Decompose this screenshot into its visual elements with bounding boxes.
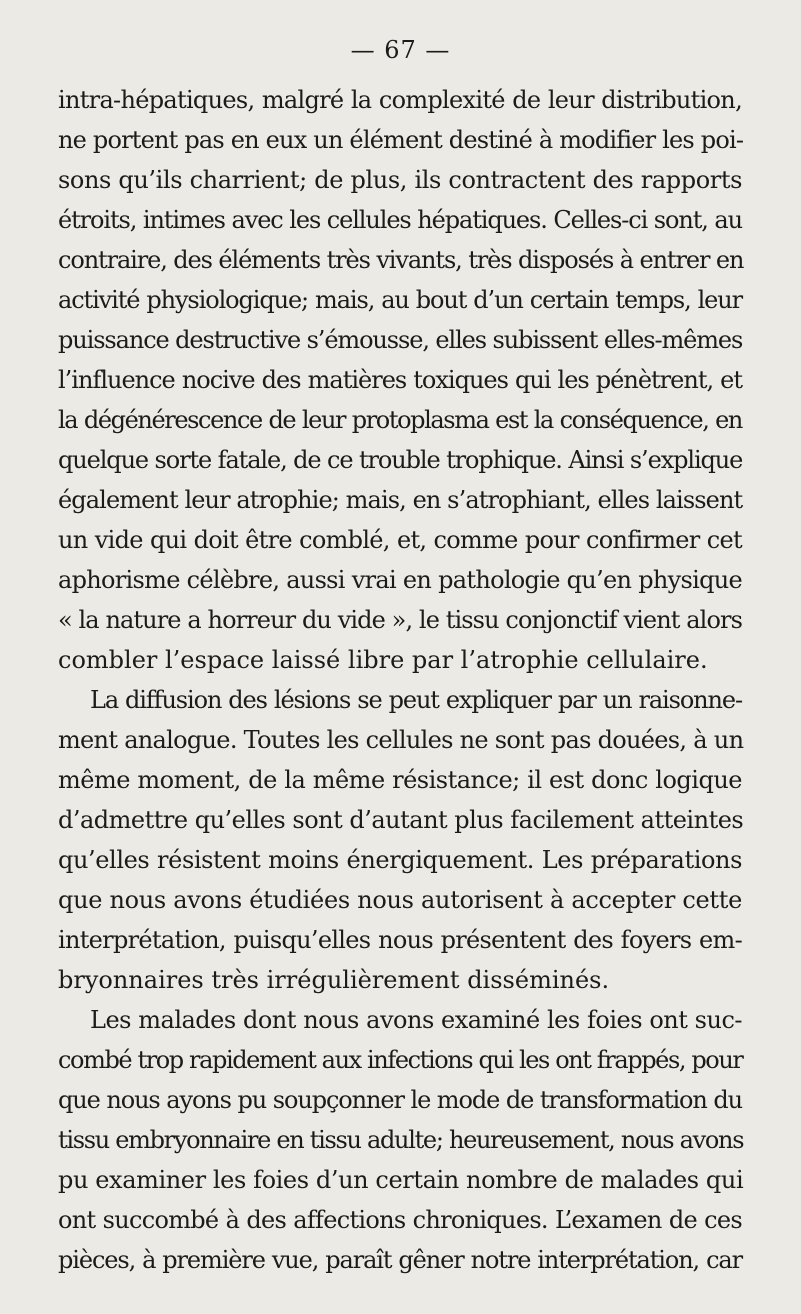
text-line: que nous avons étudiées nous autorisent à accepter cette [58, 886, 742, 914]
body-text [58, 80, 742, 1280]
text-line: combler l’espace laissé libre par l’atrophie cellulaire. [58, 646, 708, 674]
text-line: d’admettre qu’elles sont d’autant plus facilement atteintes [58, 806, 744, 834]
text-line: qu’elles résistent moins énergiquement. Les préparations [58, 846, 742, 874]
text-line: la dégénérescence de leur protoplasma est la conséquence, en [58, 406, 742, 434]
text-line: ont succombé à des affections chroniques. L’examen de ces [58, 1206, 742, 1234]
text-line: contraire, des éléments très vivants, très disposés à entrer en [58, 246, 744, 274]
text-line: activité physiologique; mais, au bout d’un certain temps, leur [58, 286, 742, 314]
text-line: ne portent pas en eux un élément destiné à modifier les poi- [58, 126, 744, 154]
text-line: même moment, de la même résistance; il est donc logique [58, 766, 742, 794]
text-line: quelque sorte fatale, de ce trouble trophique. Ainsi s’explique [58, 446, 743, 474]
text-line: bryonnaires très irrégulièrement disséminés. [58, 966, 610, 994]
text-line: un vide qui doit être comblé, et, comme pour confirmer cet [58, 526, 742, 554]
text-line: que nous ayons pu soupçonner le mode de transformation du [58, 1086, 742, 1114]
text-line: également leur atrophie; mais, en s’atrophiant, elles laissent [58, 486, 743, 514]
text-line: sons qu’ils charrient; de plus, ils contractent des rapports [58, 166, 742, 194]
text-line: combé trop rapidement aux infections qui les ont frappés, pour [58, 1046, 743, 1074]
text-line: aphorisme célèbre, aussi vrai en pathologie qu’en physique [58, 566, 742, 594]
text-line: ment analogue. Toutes les cellules ne sont pas douées, à un [58, 726, 744, 754]
text-line: l’influence nocive des matières toxiques qui les pénètrent, et [58, 366, 742, 394]
text-line: pu examiner les foies d’un certain nombre de malades qui [58, 1166, 744, 1194]
text-line: étroits, intimes avec les cellules hépatiques. Celles-ci sont, au [58, 206, 742, 234]
text-line: interprétation, puisqu’elles nous présentent des foyers em- [58, 926, 742, 954]
text-line: La diffusion des lésions se peut expliquer par un raisonne- [90, 686, 742, 714]
text-line: tissu embryonnaire en tissu adulte; heureusement, nous avons [58, 1126, 744, 1154]
text-line: pièces, à première vue, paraît gêner notre interprétation, car [58, 1246, 742, 1274]
text-line: intra-hépatiques, malgré la complexité de leur distribution, [58, 86, 742, 114]
text-line: « la nature a horreur du vide », le tissu conjonctif vient alors [58, 606, 742, 634]
text-line: puissance destructive s’émousse, elles subissent elles-mêmes [58, 326, 743, 354]
text-line: Les malades dont nous avons examiné les foies ont suc- [90, 1006, 742, 1034]
page-number: — 67 — [350, 36, 451, 64]
